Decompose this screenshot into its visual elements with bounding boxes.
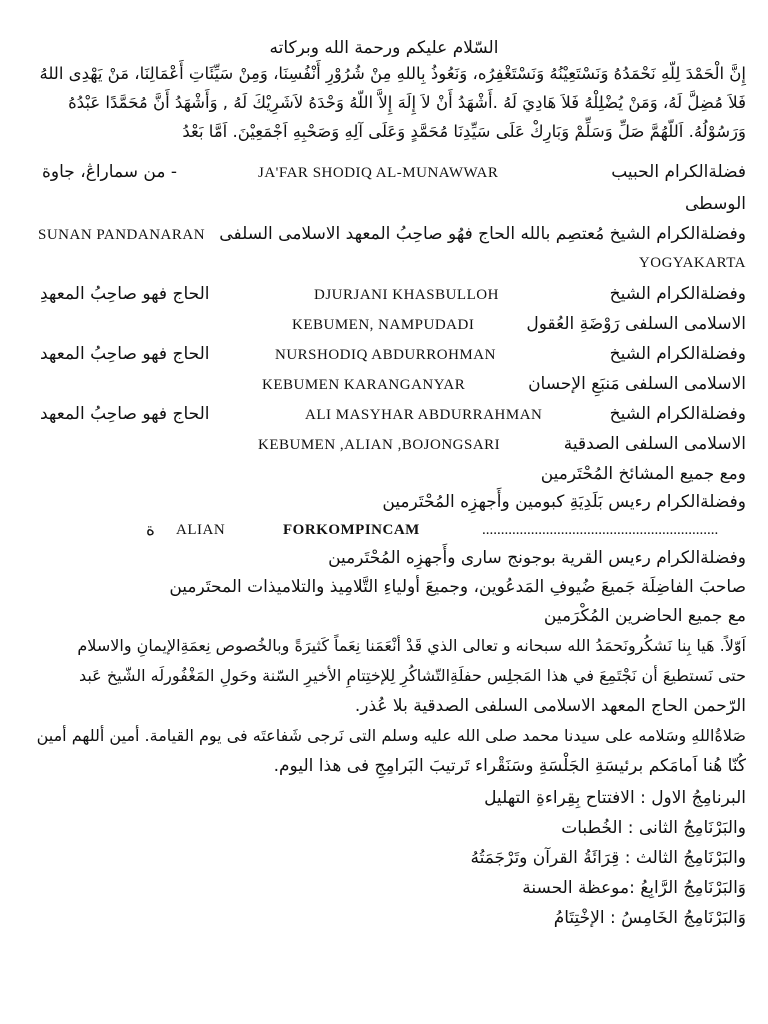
opening-line-2: فَلاَ مُضِلَّ لَهُ، وَمَنْ يُضْلِلْهُ فَلاَ هَادِيَ لَهُ .أَشْهَدُ أَنْ لاَ إِلَهَ إِلاَّ اللّهُ وَحْدَهُ لاَشَرِيْكَ لَهُ , وَأَشْهَدُ أَنَّ مُحَمَّدًا عَبْدُهُ: [68, 93, 746, 112]
honorific-1-origin-cont: الوسطى: [684, 194, 746, 214]
body-line-1: اَوّلاً. هَيا بِنا نَشكُرونَحمَدُ الله سبحانه و تعالى الذي قَدْ أنْعَمَنا نِعَماً كَثيرَةً وبالخُصوص نِعمَةِالإيمانِ والاسلام: [77, 636, 746, 655]
respected-line-4: وفضلةالكرام رءيس القرية بوجونج سارى وأَجهزِه المُحْتَرمين: [328, 548, 746, 568]
respected-line-5: صاحبَ الفاضِلَة جَميعَ ضُيوفِ المَدعُوين، وجميعَ أولياءِ التَّلامِيذ والتلاميذات المحتَرمين: [169, 577, 746, 597]
respected-line-3-arabic: ة: [146, 520, 155, 540]
honorific-3-location: KEBUMEN, NAMPUDADI: [292, 317, 475, 333]
honorific-1-origin: - من سماراڠ، جاوة: [42, 162, 178, 182]
honorific-3-institution: الاسلامى السلفى رَوْضَةِ العُقول: [526, 314, 746, 334]
honorific-4-institution: الاسلامى السلفى مَنبَعِ الإحسان: [528, 374, 746, 394]
honorific-4-location: KEBUMEN KARANGANYAR: [262, 377, 466, 393]
honorific-3-title: وفضلةالكرام الشيخ: [609, 284, 746, 304]
honorific-2-title: وفضلةالكرام الشيخ مُعتصِم بالله الحاج فهُو صاحِبُ المعهد الاسلامى السلفى: [219, 224, 746, 244]
opening-line-1: إِنَّ الْحَمْدَ لِلّهِ نَحْمَدُهُ وَنَسْتَعِيْنُهُ وَنَسْتَغْفِرُه، وَنَعُوذُ بِاللهِ مِنْ شُرُوْرِ أَنْفُسِنَا، وَمِنْ سَيِّئَاتِ أَعْمَالِنَا، مَنْ يَهْدِى اللهُ: [39, 64, 746, 83]
honorific-5-institution: الاسلامى السلفى الصدقية: [563, 434, 746, 454]
program-3: والبَرْنَامِجُ الثالث : قِرَائَةُ القرآن وتَرْجَمَتُهُ: [470, 848, 746, 868]
respected-line-1: ومع جميع المشائخ المُحْتَرمين: [540, 464, 746, 484]
honorific-3-role: الحاج فهو صاحِبُ المعهدِ: [40, 284, 210, 304]
program-1: البرنامِجُ الاول : الافتتاح بِقِراءةِ التهليل: [484, 788, 746, 808]
program-4: وَالبَرْنَامِجُ الرَّابِعُ :موعظة الحسنة: [522, 878, 746, 898]
honorific-2-city: YOGYAKARTA: [638, 255, 746, 271]
body-line-4: صَلاةُاللهِ وسَلامه على سيدنا محمد صلى الله عليه وسلم التى نَرجى شَفاعتَه فى يوم القيامة. أمين أللهم أمين: [36, 726, 746, 745]
body-line-3: الرّحمن الحاج المعهد الاسلامى السلفى الصدقية بلا عُذر.: [354, 696, 746, 716]
honorific-2-institution: SUNAN PANDANARAN: [38, 227, 206, 243]
respected-line-2: وفضلةالكرام رءيس بَلَدِيَةِ كبومين وأَجهزِه المُحْتَرمين: [382, 492, 746, 512]
honorific-4-title: وفضلةالكرام الشيخ: [609, 344, 746, 364]
honorific-3-name: DJURJANI KHASBULLOH: [314, 287, 499, 303]
opening-line-3: وَرَسُوْلُهُ. اَللّهُمَّ صَلِّ وَسَلِّمْ وَبَارِكْ عَلَى سَيِّدِنَا مُحَمَّدٍ وَعَلَى آلِهِ وَصَحْبِهِ اَجْمَعِيْنَ. اَمَّا بَعْدُ: [182, 122, 746, 141]
honorific-1-name: JA'FAR SHODIQ AL-MUNAWWAR: [258, 165, 499, 181]
program-2: والبَرْنَامِجُ الثانى : الخُطبات: [561, 818, 746, 838]
honorific-4-role: الحاج فهو صاحِبُ المعهد: [40, 344, 210, 364]
greeting-title: السّلام عليكم ورحمة الله وبركاته: [269, 38, 499, 58]
body-line-5: كُنّا هُنا اَمامَكم برئيسَةِ الجَلْسَةِ وسَنَقْراء تَرتيبَ البَرامِجِ فى هذا اليوم.: [273, 756, 746, 776]
respected-line-3-alian: ALIAN: [176, 522, 226, 538]
respected-line-3-dots: ...............................................................: [482, 522, 719, 538]
honorific-1-title: فضلةالكرام الحبيب: [611, 162, 746, 182]
honorific-5-name: ALI MASYHAR ABDURRAHMAN: [305, 407, 543, 423]
program-5: وَالبَرْنَامِجُ الخَامِسُ : الإخْتِتَامُ: [553, 908, 746, 928]
body-line-2: حتى نَستطيعَ أن نَجْتَمِعَ في هذا المَجلِس حفلَةِالتّشاكُرِ لِلإختِتامِ الأخيرِ السّنة وحَولِ المَغْفُورلَه الشّيخ عَبد: [78, 666, 746, 685]
honorific-5-location: KEBUMEN ,ALIAN ,BOJONGSARI: [258, 437, 501, 453]
honorific-4-name: NURSHODIQ ABDURROHMAN: [275, 347, 496, 363]
respected-line-6: مع جميع الحاضرين المُكْرَمين: [543, 606, 746, 626]
honorific-5-role: الحاج فهو صاحِبُ المعهد: [40, 404, 210, 424]
honorific-5-title: وفضلةالكرام الشيخ: [609, 404, 746, 424]
respected-line-3-forkompincam: FORKOMPINCAM: [283, 522, 420, 538]
